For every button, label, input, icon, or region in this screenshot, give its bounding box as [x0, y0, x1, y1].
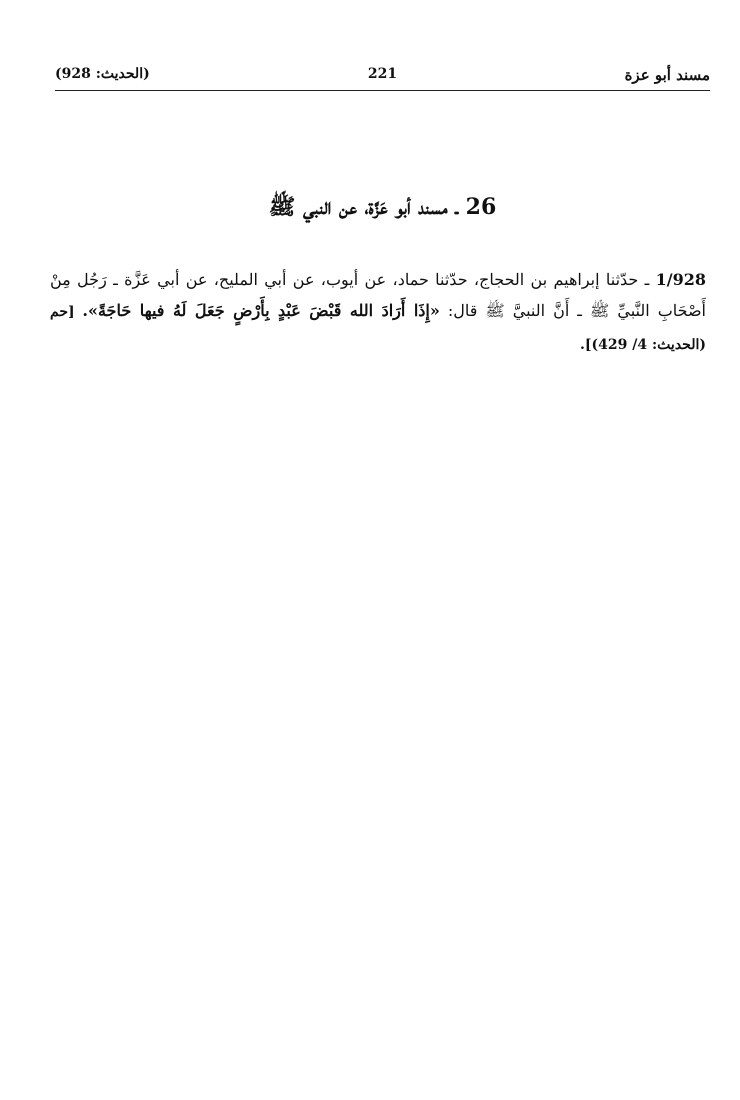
- hadith-number: 1/928: [655, 270, 706, 289]
- hadith-matn: «إِذَا أَرَادَ الله قَبْضَ عَبْدٍ بِأَرْضٍ جَعَلَ لَهُ فيها حَاجَةً».: [82, 301, 440, 320]
- section-heading: 26 ـ مسند أبو عَزَّة، عن النبي ﷺ: [268, 194, 497, 220]
- hadith-source-reference: [حم (الحديث: 4/ 429)].: [50, 304, 706, 353]
- hadith-paragraph: [50, 264, 706, 361]
- hadith-isnad: ـ حدّثنا إبراهيم بن الحجاج، حدّثنا حماد، عن أيوب، عن أبي المليح، عن أبي عَزَّة ـ رَجُل مِنْ أَصْحَابِ النَّبيِّ ﷺ ـ أَنَّ النبيَّ ﷺ قال:: [50, 270, 706, 320]
- page-number: 221: [367, 66, 398, 82]
- running-header: [55, 62, 710, 91]
- book-title: مسند أبو عزة: [624, 66, 710, 84]
- hadith-reference-header: (الحديث: 928): [55, 66, 150, 82]
